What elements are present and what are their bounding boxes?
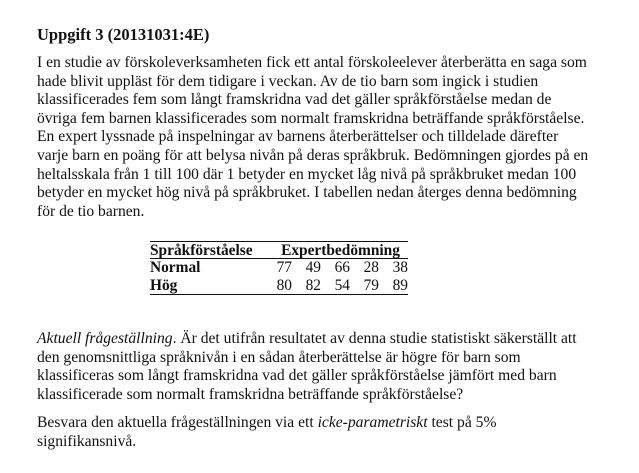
question-line: klassificerade som normalt framskridna beträffande språkförståelse? [37, 385, 464, 403]
header-expert-assessment: Expertbedömning [263, 242, 408, 259]
intro-line: klassificerades fem som långt framskridna vad det gäller språkförståelse medan de [37, 91, 552, 109]
question-paragraph [37, 330, 577, 404]
question-line: klassificeras som långt framskridna vad det gäller språkförståelse jämfört med barn [37, 367, 557, 385]
intro-line: I en studie av förskoleverksamheten fick ett antal förskoleelever återberätta en saga som [37, 54, 587, 71]
table-row-normal [150, 259, 408, 277]
task-line: signifikansnivå. [37, 432, 137, 450]
score-cell: 77 [276, 259, 292, 276]
score-cell: 80 [276, 276, 292, 294]
intro-line: betyder en mycket hög nivå på språkbruket. I tabellen nedan återges denna bedömning [37, 184, 577, 202]
task-text: Besvara den aktuella frågeställningen via ett [37, 414, 318, 431]
question-line-rest: . Är det utifrån resultatet av denna studie statistiskt säkerställt att [172, 330, 577, 347]
intro-line: heltalsskala från 1 till 100 där 1 betyder en mycket låg nivå på språkbruket medan 100 [37, 165, 577, 183]
question-lead: Aktuell frågeställning [37, 330, 173, 347]
task-paragraph [37, 414, 496, 451]
score-cell: 38 [392, 259, 408, 276]
intro-paragraph [37, 54, 588, 221]
question-line [37, 330, 577, 349]
task-text: test på 5% [427, 414, 497, 431]
row-label: Normal [150, 259, 201, 276]
question-line: den genomsnittliga språknivån i en sådan återberättelse är högre för barn som [37, 348, 521, 366]
intro-line: hade blivit uppläst för dem tidigare i veckan. Av de tio barn som ingick i studien [37, 72, 539, 90]
score-cell: 82 [305, 276, 321, 294]
table-header-row [150, 242, 408, 259]
score-table [150, 241, 408, 295]
header-language-understanding: Språkförståelse [150, 242, 263, 259]
task-title: Uppgift 3 (20131031:4E) [37, 25, 210, 44]
score-cell: 89 [392, 276, 408, 294]
score-cell: 28 [363, 259, 379, 276]
table-row-high [150, 277, 408, 295]
score-cell: 79 [363, 276, 379, 294]
score-cell: 54 [334, 276, 350, 294]
row-label: Hög [150, 276, 178, 294]
task-line [37, 414, 496, 433]
intro-line: varje barn en poäng för att belysa nivån på deras språkbruk. Bedömningen gjordes på en [37, 146, 589, 164]
intro-line: En expert lyssnade på inspelningar av barnens återberättelser och tilldelade därefter [37, 128, 559, 146]
score-cell: 49 [305, 259, 321, 276]
intro-line: för de tio barnen. [37, 202, 145, 220]
task-emphasis: icke-parametriskt [317, 414, 428, 431]
intro-line: övriga fem barnen klassificerades som normalt framskridna beträffande språkförståelse. [37, 109, 585, 127]
score-cell: 66 [334, 259, 350, 276]
score-table-container [150, 241, 408, 295]
